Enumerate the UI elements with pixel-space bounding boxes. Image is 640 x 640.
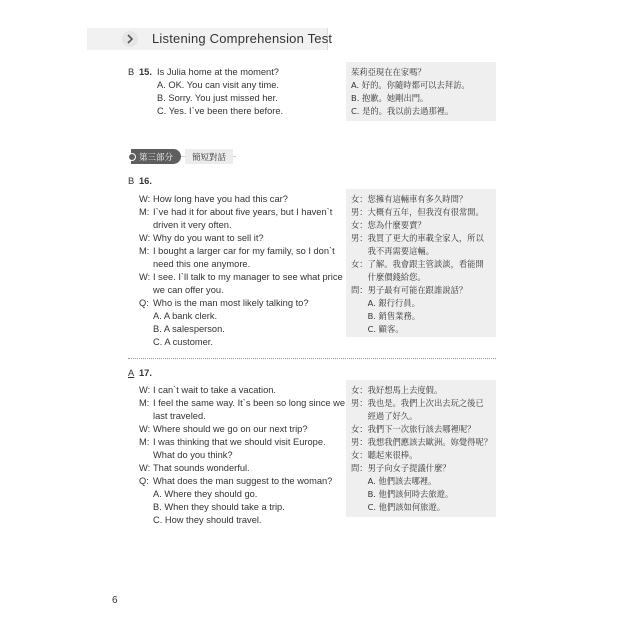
- q16-translation-line: A. 銀行行員。: [351, 298, 420, 308]
- chevron-right-icon: [122, 31, 138, 47]
- q17-translation-line: B. 他們該何時去旅遊。: [351, 489, 454, 499]
- q17-translation-line: 經過了好久。: [351, 411, 418, 421]
- q16-line: A. A bank clerk.: [153, 311, 218, 321]
- q16-speaker: M:: [139, 246, 150, 256]
- section-subtitle: 簡短對話: [185, 149, 233, 164]
- q17-line: I was thinking that we should visit Europe.: [153, 437, 326, 447]
- q16-translation-line: 女：您為什麼要賣？: [351, 220, 426, 230]
- q17-speaker: M:: [139, 398, 150, 408]
- q16-line: How long have you had this car?: [153, 194, 288, 204]
- q15-translation-line: 茱莉亞現在在家嗎？: [351, 67, 426, 77]
- q16-line: Who is the man most likely talking to?: [153, 298, 309, 308]
- q16-speaker: W:: [139, 194, 151, 204]
- q17-speaker: W:: [139, 463, 151, 473]
- q17-line: C. How they should travel.: [153, 515, 262, 525]
- q17-speaker: Q:: [139, 476, 149, 486]
- q17-line: A. Where they should go.: [153, 489, 258, 499]
- q17-line: last traveled.: [153, 411, 206, 421]
- q17-speaker: W:: [139, 424, 151, 434]
- q17-translation-line: 女：我們下一次旅行該去哪裡呢？: [351, 424, 476, 434]
- q16-speaker: W:: [139, 272, 151, 282]
- q15-option: B. Sorry. You just missed her.: [157, 93, 278, 103]
- q17-speaker: M:: [139, 437, 150, 447]
- page-title: Listening Comprehension Test: [152, 31, 333, 46]
- q16-translation-line: 問：男子最有可能在跟誰說話？: [351, 285, 468, 295]
- q15-translation-line: A. 好的。你隨時都可以去拜訪。: [351, 80, 470, 90]
- q16-line: C. A customer.: [153, 337, 213, 347]
- q15-number: 15.: [139, 67, 152, 77]
- q16-translation-line: 男：大概有五年，但我沒有很常開。: [351, 207, 484, 217]
- q16-translation-line: 我不再需要這輛。: [351, 246, 434, 256]
- q15-answer: B: [128, 67, 135, 77]
- q17-number: 17.: [139, 368, 152, 378]
- q16-speaker: Q:: [139, 298, 149, 308]
- q16-translation-line: C. 顧客。: [351, 324, 404, 334]
- q16-line: we can offer you.: [153, 285, 224, 295]
- q15-translation-line: C. 是的。我以前去過那裡。: [351, 106, 454, 116]
- page-number: 6: [112, 595, 118, 606]
- q16-translation-line: 女：了解。我會跟主管談談，看能開: [351, 259, 484, 269]
- q17-line: Where should we go on our next trip?: [153, 424, 308, 434]
- section-tag: 第三部分: [131, 149, 181, 164]
- q15-option: C. Yes. I`ve been there before.: [157, 106, 284, 116]
- q17-translation-line: 女：聽起來很棒。: [351, 450, 418, 460]
- q17-line: That sounds wonderful.: [153, 463, 250, 473]
- q16-line: I see. I`ll talk to my manager to see what price: [153, 272, 343, 282]
- q15-translation-line: B. 抱歉。她剛出門。: [351, 93, 429, 103]
- q16-translation-line: B. 銷售業務。: [351, 311, 421, 321]
- q16-answer: B: [128, 176, 135, 186]
- q17-translation-line: 男：我也是。我們上次出去玩之後已: [351, 398, 484, 408]
- q16-translation-line: 什麼價錢給您。: [351, 272, 426, 282]
- q16-translation-line: 女：您擁有這輛車有多久時間？: [351, 194, 468, 204]
- q17-line: What does the man suggest to the woman?: [153, 476, 333, 486]
- q16-line: I bought a larger car for my family, so I don`t: [153, 246, 335, 256]
- q16-speaker: M:: [139, 207, 150, 217]
- section-bullet-icon: [128, 153, 136, 161]
- q17-translation-line: 女：我好想馬上去度假。: [351, 385, 443, 395]
- q17-line: What do you think?: [153, 450, 233, 460]
- dotted-divider: [128, 358, 496, 359]
- q16-line: need this one anymore.: [153, 259, 251, 269]
- q17-line: I can`t wait to take a vacation.: [153, 385, 276, 395]
- q17-line: I feel the same way. It`s been so long since we: [153, 398, 346, 408]
- q16-number: 16.: [139, 176, 152, 186]
- q17-speaker: W:: [139, 385, 151, 395]
- q17-translation-line: 男：我想我們應該去歐洲。妳覺得呢？: [351, 437, 493, 447]
- q16-line: B. A salesperson.: [153, 324, 225, 334]
- q15-option: A. OK. You can visit any time.: [157, 80, 279, 90]
- q17-answer: A: [128, 368, 135, 378]
- q16-line: I`ve had it for about five years, but I haven`t: [153, 207, 333, 217]
- q16-line: driven it very often.: [153, 220, 232, 230]
- q17-translation-line: A. 他們該去哪裡。: [351, 476, 437, 486]
- q16-line: Why do you want to sell it?: [153, 233, 264, 243]
- q15-question: Is Julia home at the moment?: [157, 67, 279, 77]
- q16-translation-line: 男：我買了更大的車載全家人，所以: [351, 233, 484, 243]
- q16-speaker: W:: [139, 233, 151, 243]
- q17-translation-line: C. 他們該如何旅遊。: [351, 502, 446, 512]
- q17-translation-line: 問：男子向女子提議什麼？: [351, 463, 451, 473]
- q17-line: B. When they should take a trip.: [153, 502, 285, 512]
